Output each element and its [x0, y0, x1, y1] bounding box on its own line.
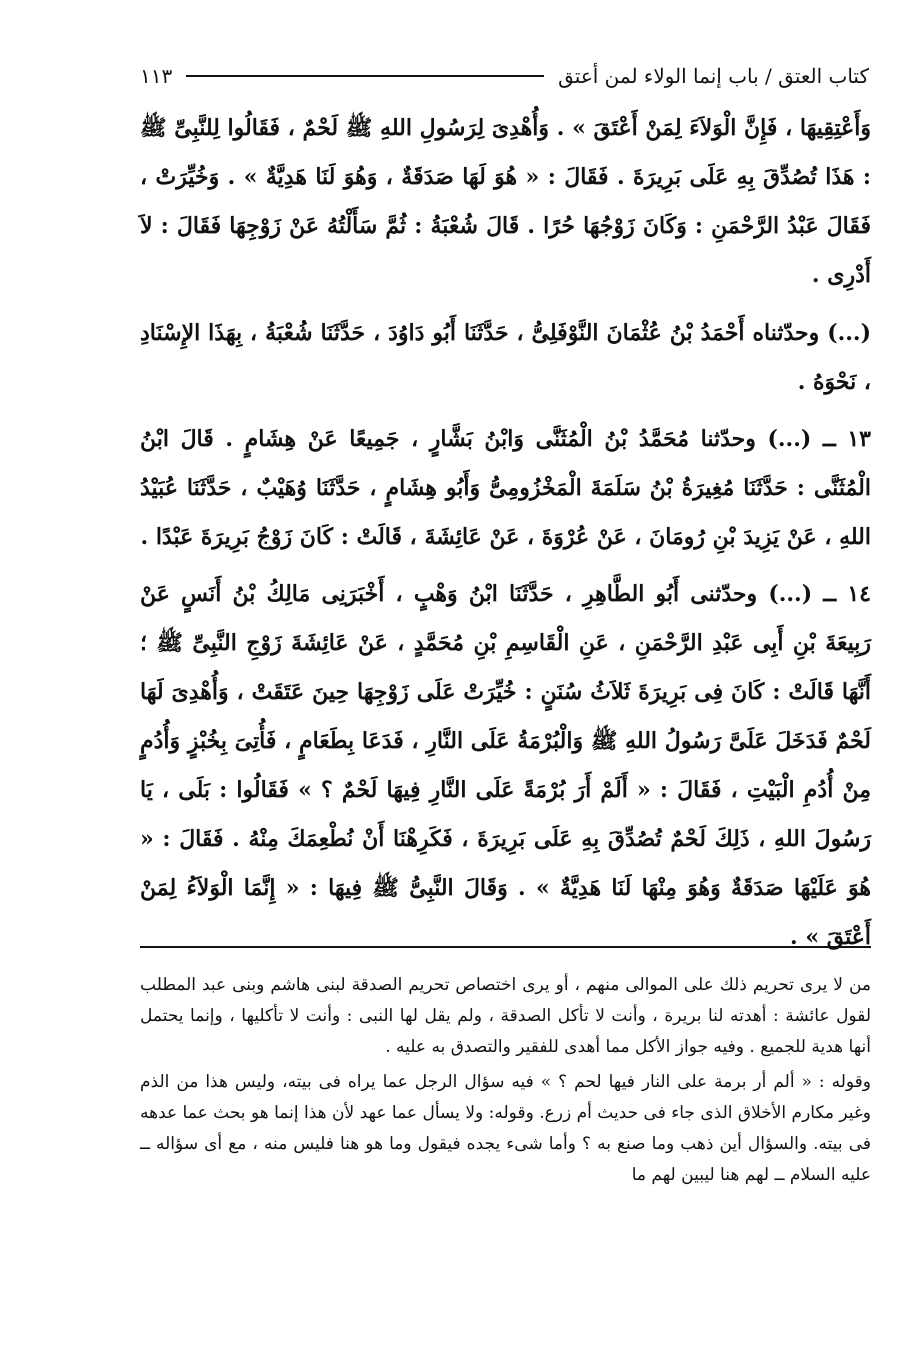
chapter-title: كتاب العتق / باب إنما الولاء لمن أعتق [558, 64, 869, 88]
footnote-divider [140, 946, 871, 948]
page-number: ١١٣ [140, 64, 173, 88]
note-paragraph: وقوله : « ألم أر برمة على النار فيها لحم ؟ » فيه سؤال الرجل عما يراه فى بيته، وليس هذا من الذم وغير مكارم الأخلاق الذى جاء فى حديث أم زرع. وقوله: ولا يسأل عما عهد لأن هذا إنما هو بحث عما عدهه فى بيته. والسؤال أين ذهب وما صنع به ؟ وأما شىء يجده فيقول وما هو هنا فليس منه ، مع أى سؤاله ــ عليه السلام ــ لهم هنا ليبين لهم ما [140, 1072, 871, 1185]
note-paragraph: من لا يرى تحريم ذلك على الموالى منهم ، أو يرى اختصاص تحريم الصدقة لبنى هاشم وبنى عبد المطلب لقول عائشة : أهدته لنا بريرة ، وأنت لا تأكل الصدقة ، ولم يقل لها النبى : وأنت لا تأكليها ، وإنما يحتمل أنها هدية للجميع . وفيه جواز الأكل مما أهدى للفقير والتصدق به عليه . [140, 975, 872, 1057]
paragraph-continuation: وَأَعْتِقِيهَا ، فَإِنَّ الْوَلاَءَ لِمَنْ أَعْتَقَ » . وَأُهْدِىَ لِرَسُولِ اللهِ ﷺ لَحْمٌ ، فَقَالُوا لِلنَّبِىِّ ﷺ : هَذَا تُصُدِّقَ بِهِ عَلَى بَرِيرَةَ . فَقَالَ : « هُوَ لَهَا صَدَقَةٌ ، وَهُوَ لَنَا هَدِيَّةٌ » . وَخُيِّرَتْ ، فَقَالَ عَبْدُ الرَّحْمَنِ : وَكَانَ زَوْجُهَا حُرًا . قَالَ شُعْبَةُ : ثُمَّ سَأَلْتُهُ عَنْ زَوْجِهَا فَقَالَ : لاَ أَدْرِى . [140, 115, 871, 288]
paragraph-hadith-13: ١٣ ــ (...) وحدّثنا مُحَمَّدُ بْنُ الْمُثَنَّى وَابْنُ بَشَّارٍ ، جَمِيعًا عَنْ هِشَامٍ . قَالَ ابْنُ الْمُثَنَّى : حَدَّثَنَا مُغِيرَةُ بْنُ سَلَمَةَ الْمَخْزُومِىُّ وَأَبُو هِشَامٍ ، حَدَّثَنَا وُهَيْبٌ ، حَدَّثَنَا عُبَيْدُ اللهِ ، عَنْ يَزِيدَ بْنِ رُومَانَ ، عَنْ عُرْوَةَ ، عَنْ عَائِشَةَ ، قَالَتْ : كَانَ زَوْجُ بَرِيرَةَ عَبْدًا . [140, 426, 871, 550]
paragraph-nawfali-chain: (...) وحدّثناه أَحْمَدُ بْنُ عُثْمَانَ النَّوْفَلِىُّ ، حَدَّثَنَا أَبُو دَاوُدَ ، حَدَّثَنَا شُعْبَةُ ، بِهَذَا الإِسْنَادِ ، نَحْوَهُ . [140, 320, 871, 395]
commentary-notes [140, 970, 871, 1191]
paragraph-hadith-14: ١٤ ــ (...) وحدّثنى أَبُو الطَّاهِرِ ، حَدَّثَنَا ابْنُ وَهْبٍ ، أَخْبَرَنِى مَالِكُ بْنُ أَنَسٍ عَنْ رَبِيعَةَ بْنِ أَبِى عَبْدِ الرَّحْمَنِ ، عَنِ الْقَاسِمِ بْنِ مُحَمَّدٍ ، عَنْ عَائِشَةَ زَوْجِ النَّبِىِّ ﷺ ؛ أَنَّهَا قَالَتْ : كَانَ فِى بَرِيرَةَ ثَلاَثُ سُنَنٍ : خُيِّرَتْ عَلَى زَوْجِهَا حِينَ عَتَقَتْ ، وَأُهْدِىَ لَهَا لَحْمٌ فَدَخَلَ عَلَىَّ رَسُولُ اللهِ ﷺ وَالْبُرْمَةُ عَلَى النَّارِ ، فَدَعَا بِطَعَامٍ ، فَأُتِىَ بِخُبْزٍ وَأُدُمٍ مِنْ أُدُمِ الْبَيْتِ ، فَقَالَ : « أَلَمْ أَرَ بُرْمَةً عَلَى النَّارِ فِيهَا لَحْمٌ ؟ » فَقَالُوا : بَلَى ، يَا رَسُولَ اللهِ ، ذَلِكَ لَحْمٌ تُصُدِّقَ بِهِ عَلَى بَرِيرَةَ ، فَكَرِهْنَا أَنْ نُطْعِمَكَ مِنْهُ . فَقَالَ : « هُوَ عَلَيْهَا صَدَقَةٌ وَهُوَ مِنْهَا لَنَا هَدِيَّةٌ » . وَقَالَ النَّبِىُّ ﷺ فِيهَا : « إِنَّمَا الْوَلاَءُ لِمَنْ أَعْتَقَ » . [140, 581, 871, 950]
header-rule [186, 75, 544, 77]
hadith-text [140, 104, 871, 962]
running-header [140, 56, 869, 96]
